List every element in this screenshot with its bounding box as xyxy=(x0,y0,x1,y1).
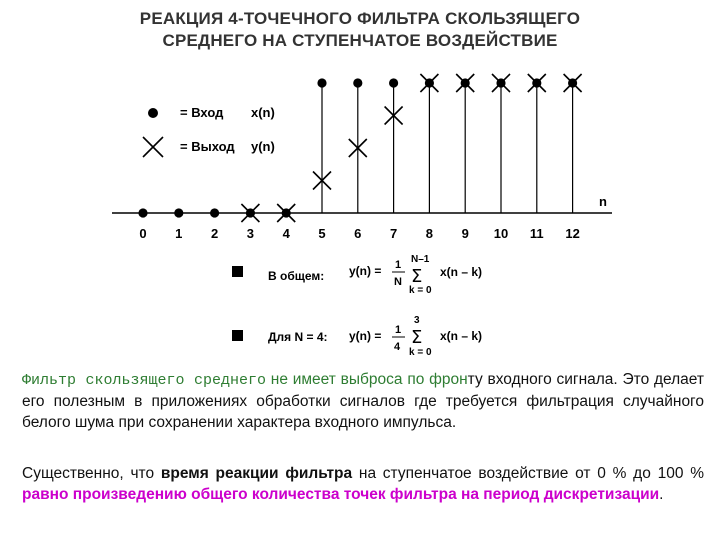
legend-output-label: = Выход xyxy=(180,139,235,154)
input-point xyxy=(210,208,219,217)
paragraph-2-bold: время реакции фильтра xyxy=(160,465,353,482)
tick-label: 0 xyxy=(139,226,147,241)
bullet-square-general xyxy=(232,266,243,277)
tick-label: 8 xyxy=(425,226,434,241)
tick-label: 7 xyxy=(389,226,398,241)
ticks-group xyxy=(139,226,579,241)
tick-label: 9 xyxy=(461,226,469,241)
title-line-1: РЕАКЦИЯ 4-ТОЧЕЧНОГО ФИЛЬТРА СКОЛЬЗЯЩЕГО xyxy=(139,9,581,28)
title-line-2: СРЕДНЕГО НА СТУПЕНЧАТОЕ ВОЗДЕЙСТВИЕ xyxy=(162,31,558,50)
formula-n4-sum-bottom: k = 0 xyxy=(409,347,432,358)
formula-general-label: В общем: xyxy=(268,269,325,283)
formula-n4-den: 4 xyxy=(394,341,401,353)
formula-general-sum-top: N–1 xyxy=(411,254,430,265)
formula-general-lhs: y(n) = xyxy=(349,264,382,278)
input-point xyxy=(174,208,183,217)
tick-label: 6 xyxy=(354,226,362,241)
legend-input-dot xyxy=(148,108,158,118)
paragraph-1 xyxy=(22,369,704,433)
tick-label: 1 xyxy=(175,226,183,241)
n-axis-label: n xyxy=(599,194,607,209)
formula-n4-lhs: y(n) = xyxy=(349,329,382,343)
legend-input-label: = Вход xyxy=(180,105,224,120)
formula-n4-num: 1 xyxy=(395,324,402,336)
legend-output-cross xyxy=(143,137,163,157)
tick-label: 5 xyxy=(318,226,326,241)
tick-label: 4 xyxy=(282,226,290,241)
formula-n4-sigma: Σ xyxy=(411,327,423,348)
input-point xyxy=(353,78,362,87)
formula-n4-term: x(n – k) xyxy=(440,329,483,343)
input-point xyxy=(389,78,398,87)
paragraph-2 xyxy=(22,463,704,505)
input-point xyxy=(317,78,326,87)
paragraph-2-end: . xyxy=(659,486,664,503)
paragraph-1-highlight: не имеет выброса по фрон xyxy=(266,371,468,388)
tick-label: 3 xyxy=(246,226,255,241)
legend-output-symbol: y(n) xyxy=(251,139,275,154)
formula-general-num: 1 xyxy=(395,259,402,271)
bullet-square-n4 xyxy=(232,330,243,341)
formula-general-sum-bottom: k = 0 xyxy=(409,285,432,296)
paragraph-2-middle: на ступенчатое воздействие от 0 % до 100 % xyxy=(352,465,705,482)
formula-general-term: x(n – k) xyxy=(440,265,483,279)
tick-label: 11 xyxy=(529,226,544,241)
tick-label: 2 xyxy=(210,226,219,241)
formula-general-sigma: Σ xyxy=(411,266,423,287)
paragraph-1-term: Фильтр скользящего среднего xyxy=(22,372,266,389)
formula-n4-sum-top: 3 xyxy=(414,315,420,326)
paragraph-2-start: Существенно, что xyxy=(22,465,161,482)
paragraph-2-highlight: равно произведению общего количества точек фильтра на период дискретизации xyxy=(22,486,660,503)
tick-label: 12 xyxy=(565,226,580,241)
input-point xyxy=(138,208,147,217)
formula-general-den: N xyxy=(394,276,402,288)
tick-label: 10 xyxy=(493,226,509,241)
paragraph-1-rest: ту входного сигнала. Это делает его полезным в приложениях обработки сигналов где требуется фильтрация случайного белого шума при сохранении характера входного импульса. xyxy=(22,371,704,431)
legend-input-symbol: x(n) xyxy=(251,105,275,120)
formula-n4-label: Для N = 4: xyxy=(268,330,328,344)
